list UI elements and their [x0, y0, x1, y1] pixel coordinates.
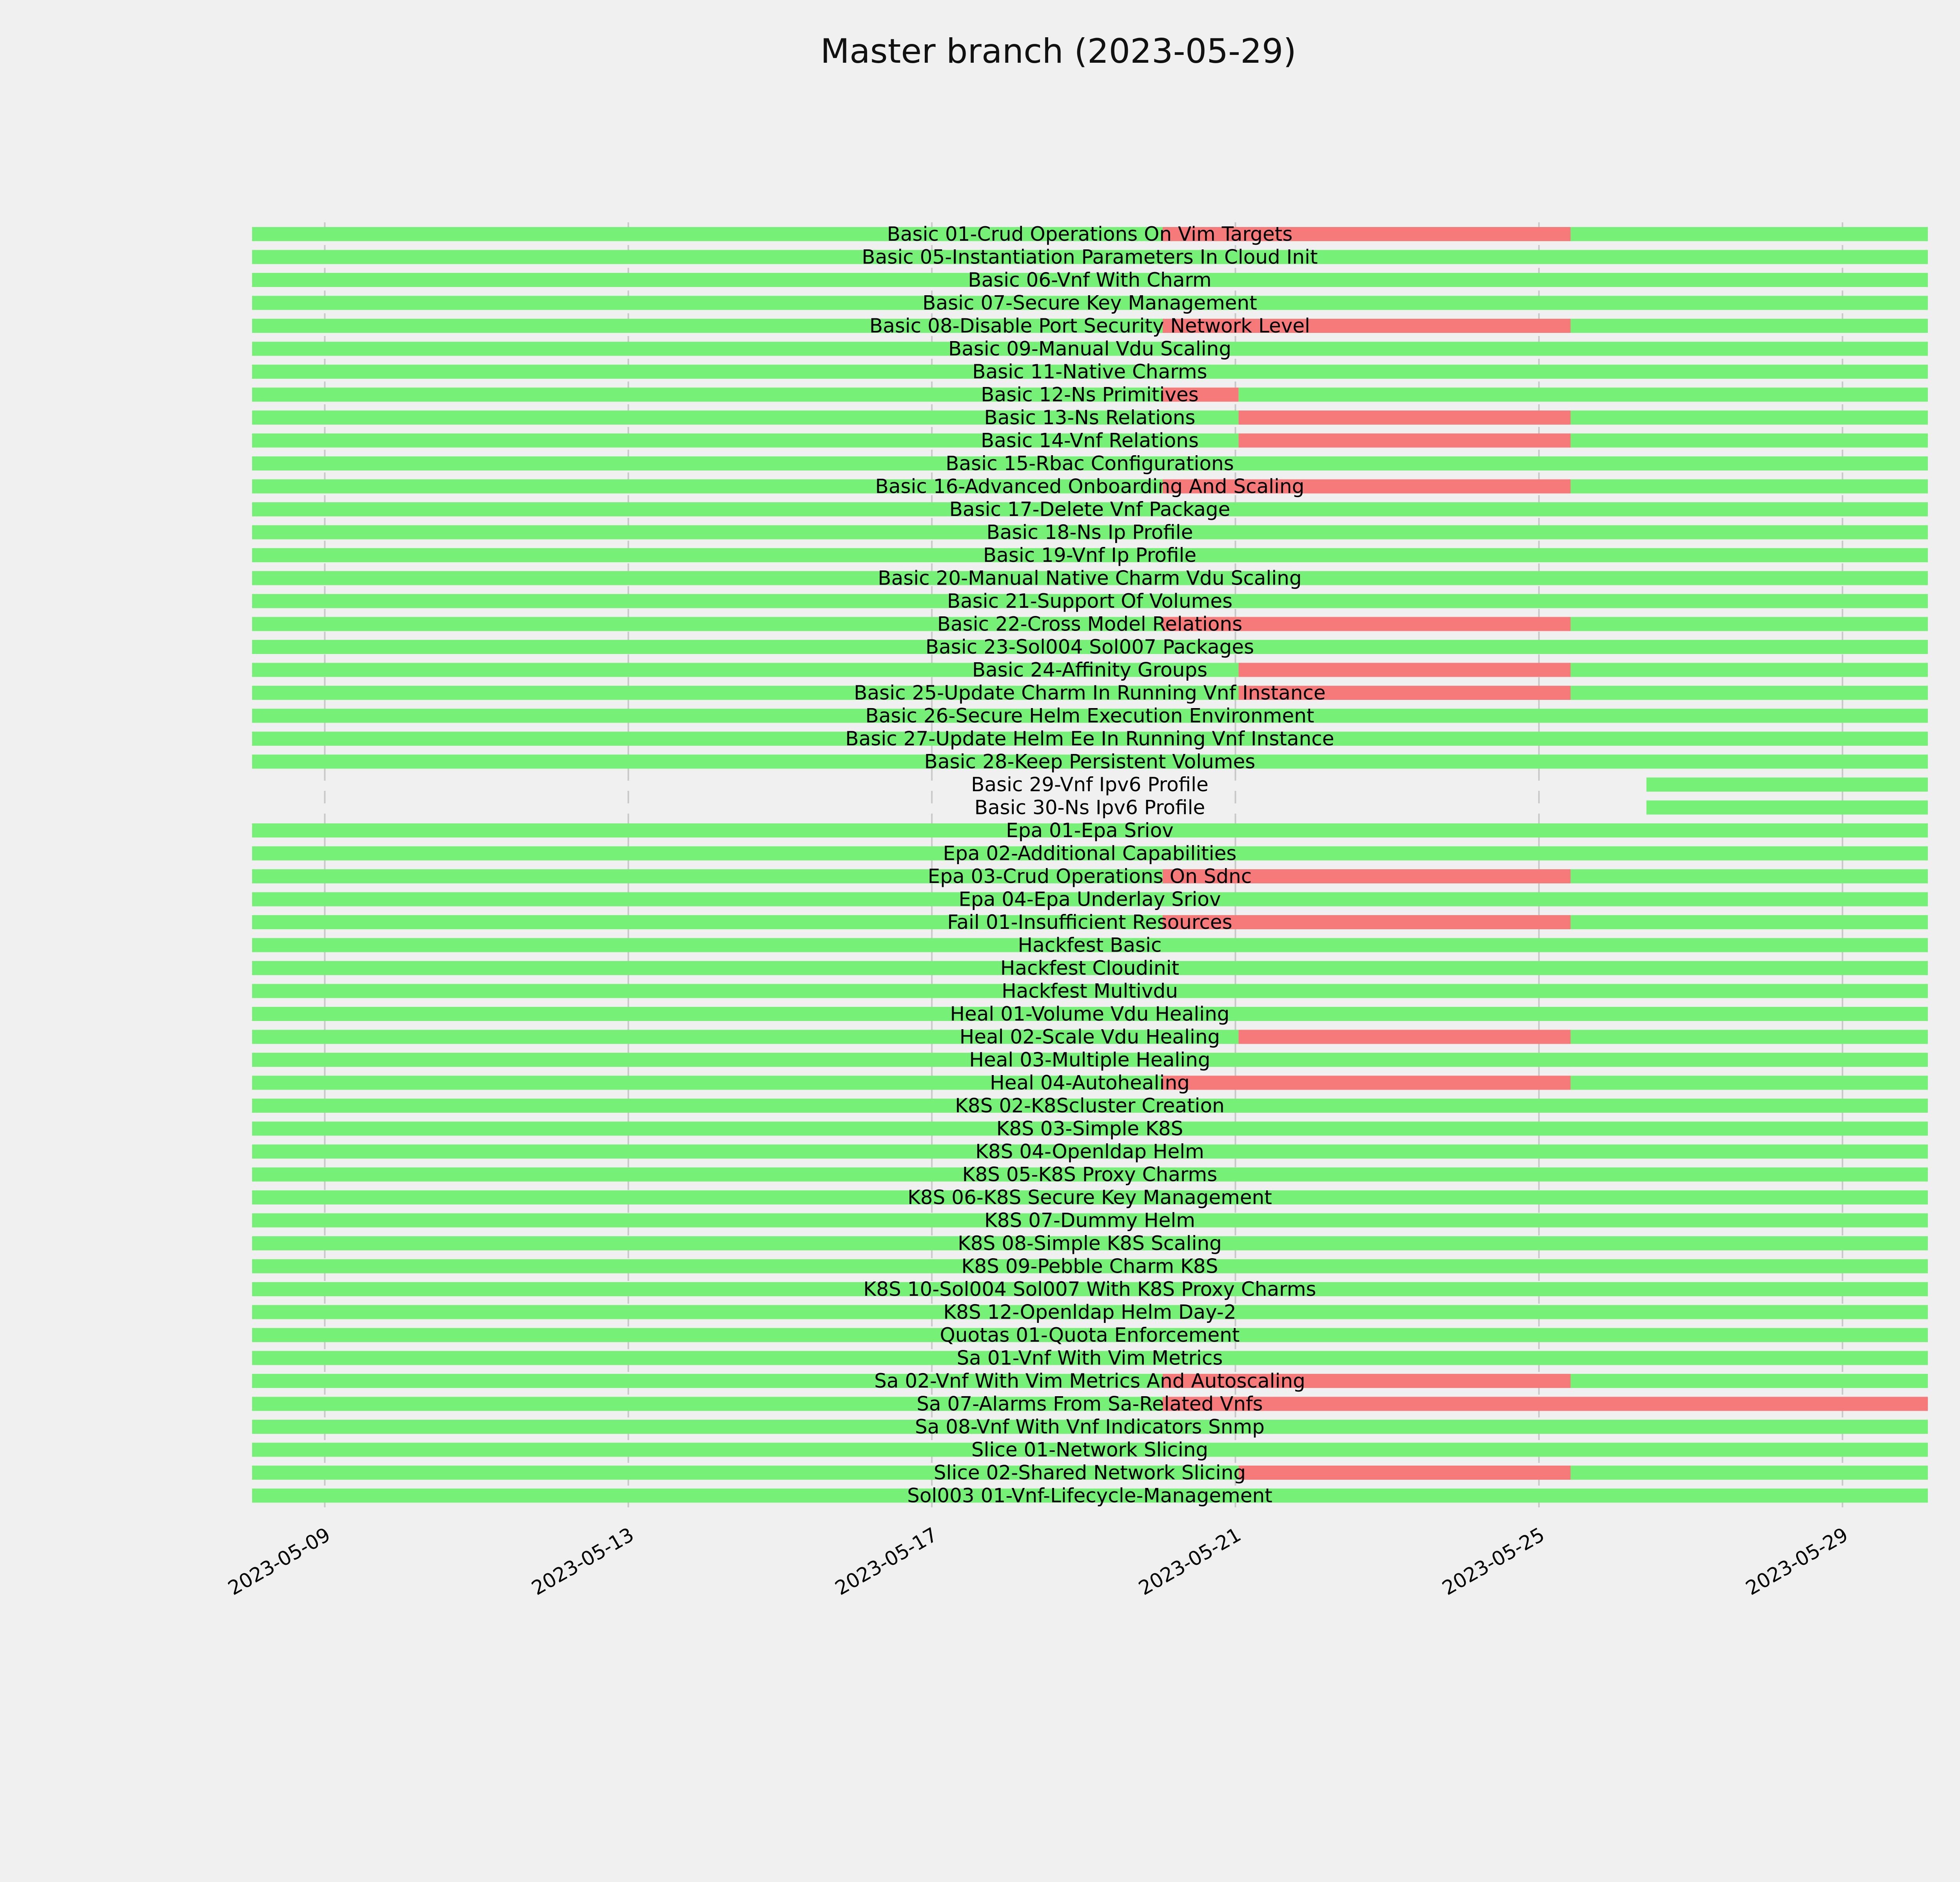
row-label-k8s-05-k8s-proxy-charms: K8S 05-K8S Proxy Charms: [962, 1163, 1218, 1186]
row-label-hackfest-multivdu: Hackfest Multivdu: [1002, 979, 1178, 1003]
row-label-slice-01-network-slicing: Slice 01-Network Slicing: [971, 1438, 1209, 1461]
row-label-basic-07-secure-key-management: Basic 07-Secure Key Management: [922, 291, 1257, 314]
bar-segment-basic-14-vnf-relations-1-fail: [1239, 434, 1571, 448]
row-label-basic-24-affinity-groups: Basic 24-Affinity Groups: [972, 658, 1208, 681]
bar-segment-basic-14-vnf-relations-2-pass: [1571, 434, 1928, 448]
row-label-k8s-09-pebble-charm-k8s: K8S 09-Pebble Charm K8S: [961, 1255, 1218, 1278]
row-label-basic-11-native-charms: Basic 11-Native Charms: [972, 360, 1207, 383]
row-label-k8s-12-openldap-helm-day-2: K8S 12-Openldap Helm Day-2: [943, 1301, 1236, 1324]
x-tick-label-2023-05-13: 2023-05-13: [528, 1523, 638, 1600]
row-label-basic-09-manual-vdu-scaling: Basic 09-Manual Vdu Scaling: [948, 337, 1232, 360]
bar-segment-heal-04-autohealing-2-pass: [1571, 1076, 1928, 1090]
row-label-sa-07-alarms-from-sa-related-vnfs: Sa 07-Alarms From Sa-Related Vnfs: [916, 1392, 1263, 1415]
row-label-fail-01-insufficient-resources: Fail 01-Insufficient Resources: [947, 911, 1232, 934]
row-label-basic-15-rbac-configurations: Basic 15-Rbac Configurations: [946, 452, 1234, 475]
row-label-basic-27-update-helm-ee-in-running-vnf-instance: Basic 27-Update Helm Ee In Running Vnf Instance: [845, 727, 1334, 750]
x-tick-label-2023-05-21: 2023-05-21: [1134, 1523, 1245, 1600]
row-label-k8s-06-k8s-secure-key-management: K8S 06-K8S Secure Key Management: [907, 1186, 1272, 1209]
row-label-epa-01-epa-sriov: Epa 01-Epa Sriov: [1006, 819, 1174, 842]
row-label-sa-08-vnf-with-vnf-indicators-snmp: Sa 08-Vnf With Vnf Indicators Snmp: [915, 1415, 1265, 1438]
chart-title: Master branch (2023-05-29): [820, 32, 1297, 71]
row-label-hackfest-basic: Hackfest Basic: [1018, 934, 1162, 957]
row-label-basic-28-keep-persistent-volumes: Basic 28-Keep Persistent Volumes: [924, 750, 1256, 773]
row-label-basic-08-disable-port-security-network-level: Basic 08-Disable Port Security Network Level: [869, 314, 1310, 337]
row-label-basic-12-ns-primitives: Basic 12-Ns Primitives: [981, 383, 1199, 406]
x-tick-label-2023-05-09: 2023-05-09: [224, 1523, 334, 1600]
x-tick-label-2023-05-17: 2023-05-17: [831, 1523, 942, 1600]
bar-segment-basic-25-update-charm-in-running-vnf-instance-2-pass: [1571, 686, 1928, 700]
bar-segment-sa-07-alarms-from-sa-related-vnfs-1-fail: [1163, 1397, 1928, 1411]
row-label-k8s-07-dummy-helm: K8S 07-Dummy Helm: [984, 1209, 1195, 1232]
row-label-basic-13-ns-relations: Basic 13-Ns Relations: [984, 406, 1196, 429]
bar-segment-basic-24-affinity-groups-2-pass: [1571, 663, 1928, 677]
row-label-k8s-03-simple-k8s: K8S 03-Simple K8S: [996, 1117, 1183, 1140]
row-label-basic-16-advanced-onboarding-and-scaling: Basic 16-Advanced Onboarding And Scaling: [875, 475, 1305, 498]
row-label-basic-14-vnf-relations: Basic 14-Vnf Relations: [980, 429, 1199, 452]
bar-segment-basic-08-disable-port-security-network-level-2-pass: [1571, 319, 1928, 333]
row-label-basic-05-instantiation-parameters-in-cloud-init: Basic 05-Instantiation Parameters In Cloud Init: [862, 245, 1318, 269]
row-label-quotas-01-quota-enforcement: Quotas 01-Quota Enforcement: [940, 1324, 1240, 1346]
row-label-basic-30-ns-ipv6-profile: Basic 30-Ns Ipv6 Profile: [974, 796, 1205, 819]
bar-segment-heal-04-autohealing-1-fail: [1163, 1076, 1571, 1090]
bar-segment-sa-02-vnf-with-vim-metrics-and-autoscaling-2-pass: [1571, 1374, 1928, 1388]
bar-segment-basic-30-ns-ipv6-profile-0-pass: [1646, 801, 1928, 815]
bar-segment-basic-29-vnf-ipv6-profile-0-pass: [1646, 778, 1928, 792]
row-label-slice-02-shared-network-slicing: Slice 02-Shared Network Slicing: [933, 1461, 1246, 1484]
row-label-sa-01-vnf-with-vim-metrics: Sa 01-Vnf With Vim Metrics: [956, 1346, 1223, 1370]
row-label-epa-03-crud-operations-on-sdnc: Epa 03-Crud Operations On Sdnc: [927, 865, 1252, 888]
bar-segment-basic-13-ns-relations-1-fail: [1239, 411, 1571, 425]
row-label-basic-29-vnf-ipv6-profile: Basic 29-Vnf Ipv6 Profile: [971, 773, 1209, 796]
row-label-basic-26-secure-helm-execution-environment: Basic 26-Secure Helm Execution Environment: [865, 704, 1314, 727]
row-label-basic-23-sol004-sol007-packages: Basic 23-Sol004 Sol007 Packages: [925, 636, 1254, 658]
x-tick-label-2023-05-29: 2023-05-29: [1742, 1523, 1852, 1600]
row-label-basic-17-delete-vnf-package: Basic 17-Delete Vnf Package: [949, 498, 1230, 521]
row-label-basic-06-vnf-with-charm: Basic 06-Vnf With Charm: [968, 269, 1212, 291]
row-label-epa-02-additional-capabilities: Epa 02-Additional Capabilities: [943, 842, 1237, 865]
row-label-basic-25-update-charm-in-running-vnf-instance: Basic 25-Update Charm In Running Vnf Instance: [854, 681, 1326, 704]
row-label-basic-21-support-of-volumes: Basic 21-Support Of Volumes: [947, 590, 1233, 612]
bar-segment-basic-24-affinity-groups-1-fail: [1239, 663, 1571, 677]
row-label-basic-18-ns-ip-profile: Basic 18-Ns Ip Profile: [986, 521, 1193, 544]
row-label-basic-22-cross-model-relations: Basic 22-Cross Model Relations: [937, 612, 1243, 636]
row-label-hackfest-cloudinit: Hackfest Cloudinit: [1000, 957, 1180, 979]
row-label-epa-04-epa-underlay-sriov: Epa 04-Epa Underlay Sriov: [958, 888, 1221, 911]
row-label-heal-04-autohealing: Heal 04-Autohealing: [990, 1071, 1190, 1094]
row-label-sol003-01-vnf-lifecycle-management: Sol003 01-Vnf-Lifecycle-Management: [907, 1484, 1272, 1507]
row-label-heal-01-volume-vdu-healing: Heal 01-Volume Vdu Healing: [950, 1003, 1230, 1025]
bar-segment-basic-22-cross-model-relations-2-pass: [1571, 617, 1928, 631]
bar-segment-basic-16-advanced-onboarding-and-scaling-2-pass: [1571, 480, 1928, 494]
bar-segment-fail-01-insufficient-resources-2-pass: [1571, 915, 1928, 929]
bar-segment-basic-13-ns-relations-2-pass: [1571, 411, 1928, 425]
bar-segment-heal-02-scale-vdu-healing-1-fail: [1239, 1030, 1571, 1044]
row-label-heal-02-scale-vdu-healing: Heal 02-Scale Vdu Healing: [959, 1025, 1220, 1048]
bar-segment-basic-12-ns-primitives-2-pass: [1239, 388, 1928, 402]
row-label-basic-01-crud-operations-on-vim-targets: Basic 01-Crud Operations On Vim Targets: [887, 223, 1293, 245]
bar-segment-slice-02-shared-network-slicing-2-pass: [1571, 1466, 1928, 1480]
row-label-basic-20-manual-native-charm-vdu-scaling: Basic 20-Manual Native Charm Vdu Scaling: [878, 567, 1302, 590]
x-tick-label-2023-05-25: 2023-05-25: [1438, 1523, 1548, 1600]
row-label-sa-02-vnf-with-vim-metrics-and-autoscaling: Sa 02-Vnf With Vim Metrics And Autoscaling: [874, 1370, 1305, 1392]
row-label-heal-03-multiple-healing: Heal 03-Multiple Healing: [969, 1048, 1210, 1071]
row-label-k8s-04-openldap-helm: K8S 04-Openldap Helm: [975, 1140, 1204, 1163]
bar-segment-epa-03-crud-operations-on-sdnc-2-pass: [1571, 869, 1928, 883]
bar-segment-slice-02-shared-network-slicing-1-fail: [1239, 1466, 1571, 1480]
row-label-k8s-10-sol004-sol007-with-k8s-proxy-charms: K8S 10-Sol004 Sol007 With K8S Proxy Charms: [863, 1278, 1316, 1301]
row-label-basic-19-vnf-ip-profile: Basic 19-Vnf Ip Profile: [983, 544, 1197, 567]
bar-segment-basic-01-crud-operations-on-vim-targets-2-pass: [1571, 227, 1928, 241]
row-label-k8s-08-simple-k8s-scaling: K8S 08-Simple K8S Scaling: [958, 1232, 1222, 1255]
row-label-k8s-02-k8scluster-creation: K8S 02-K8Scluster Creation: [955, 1094, 1225, 1117]
bar-segment-heal-02-scale-vdu-healing-2-pass: [1571, 1030, 1928, 1044]
